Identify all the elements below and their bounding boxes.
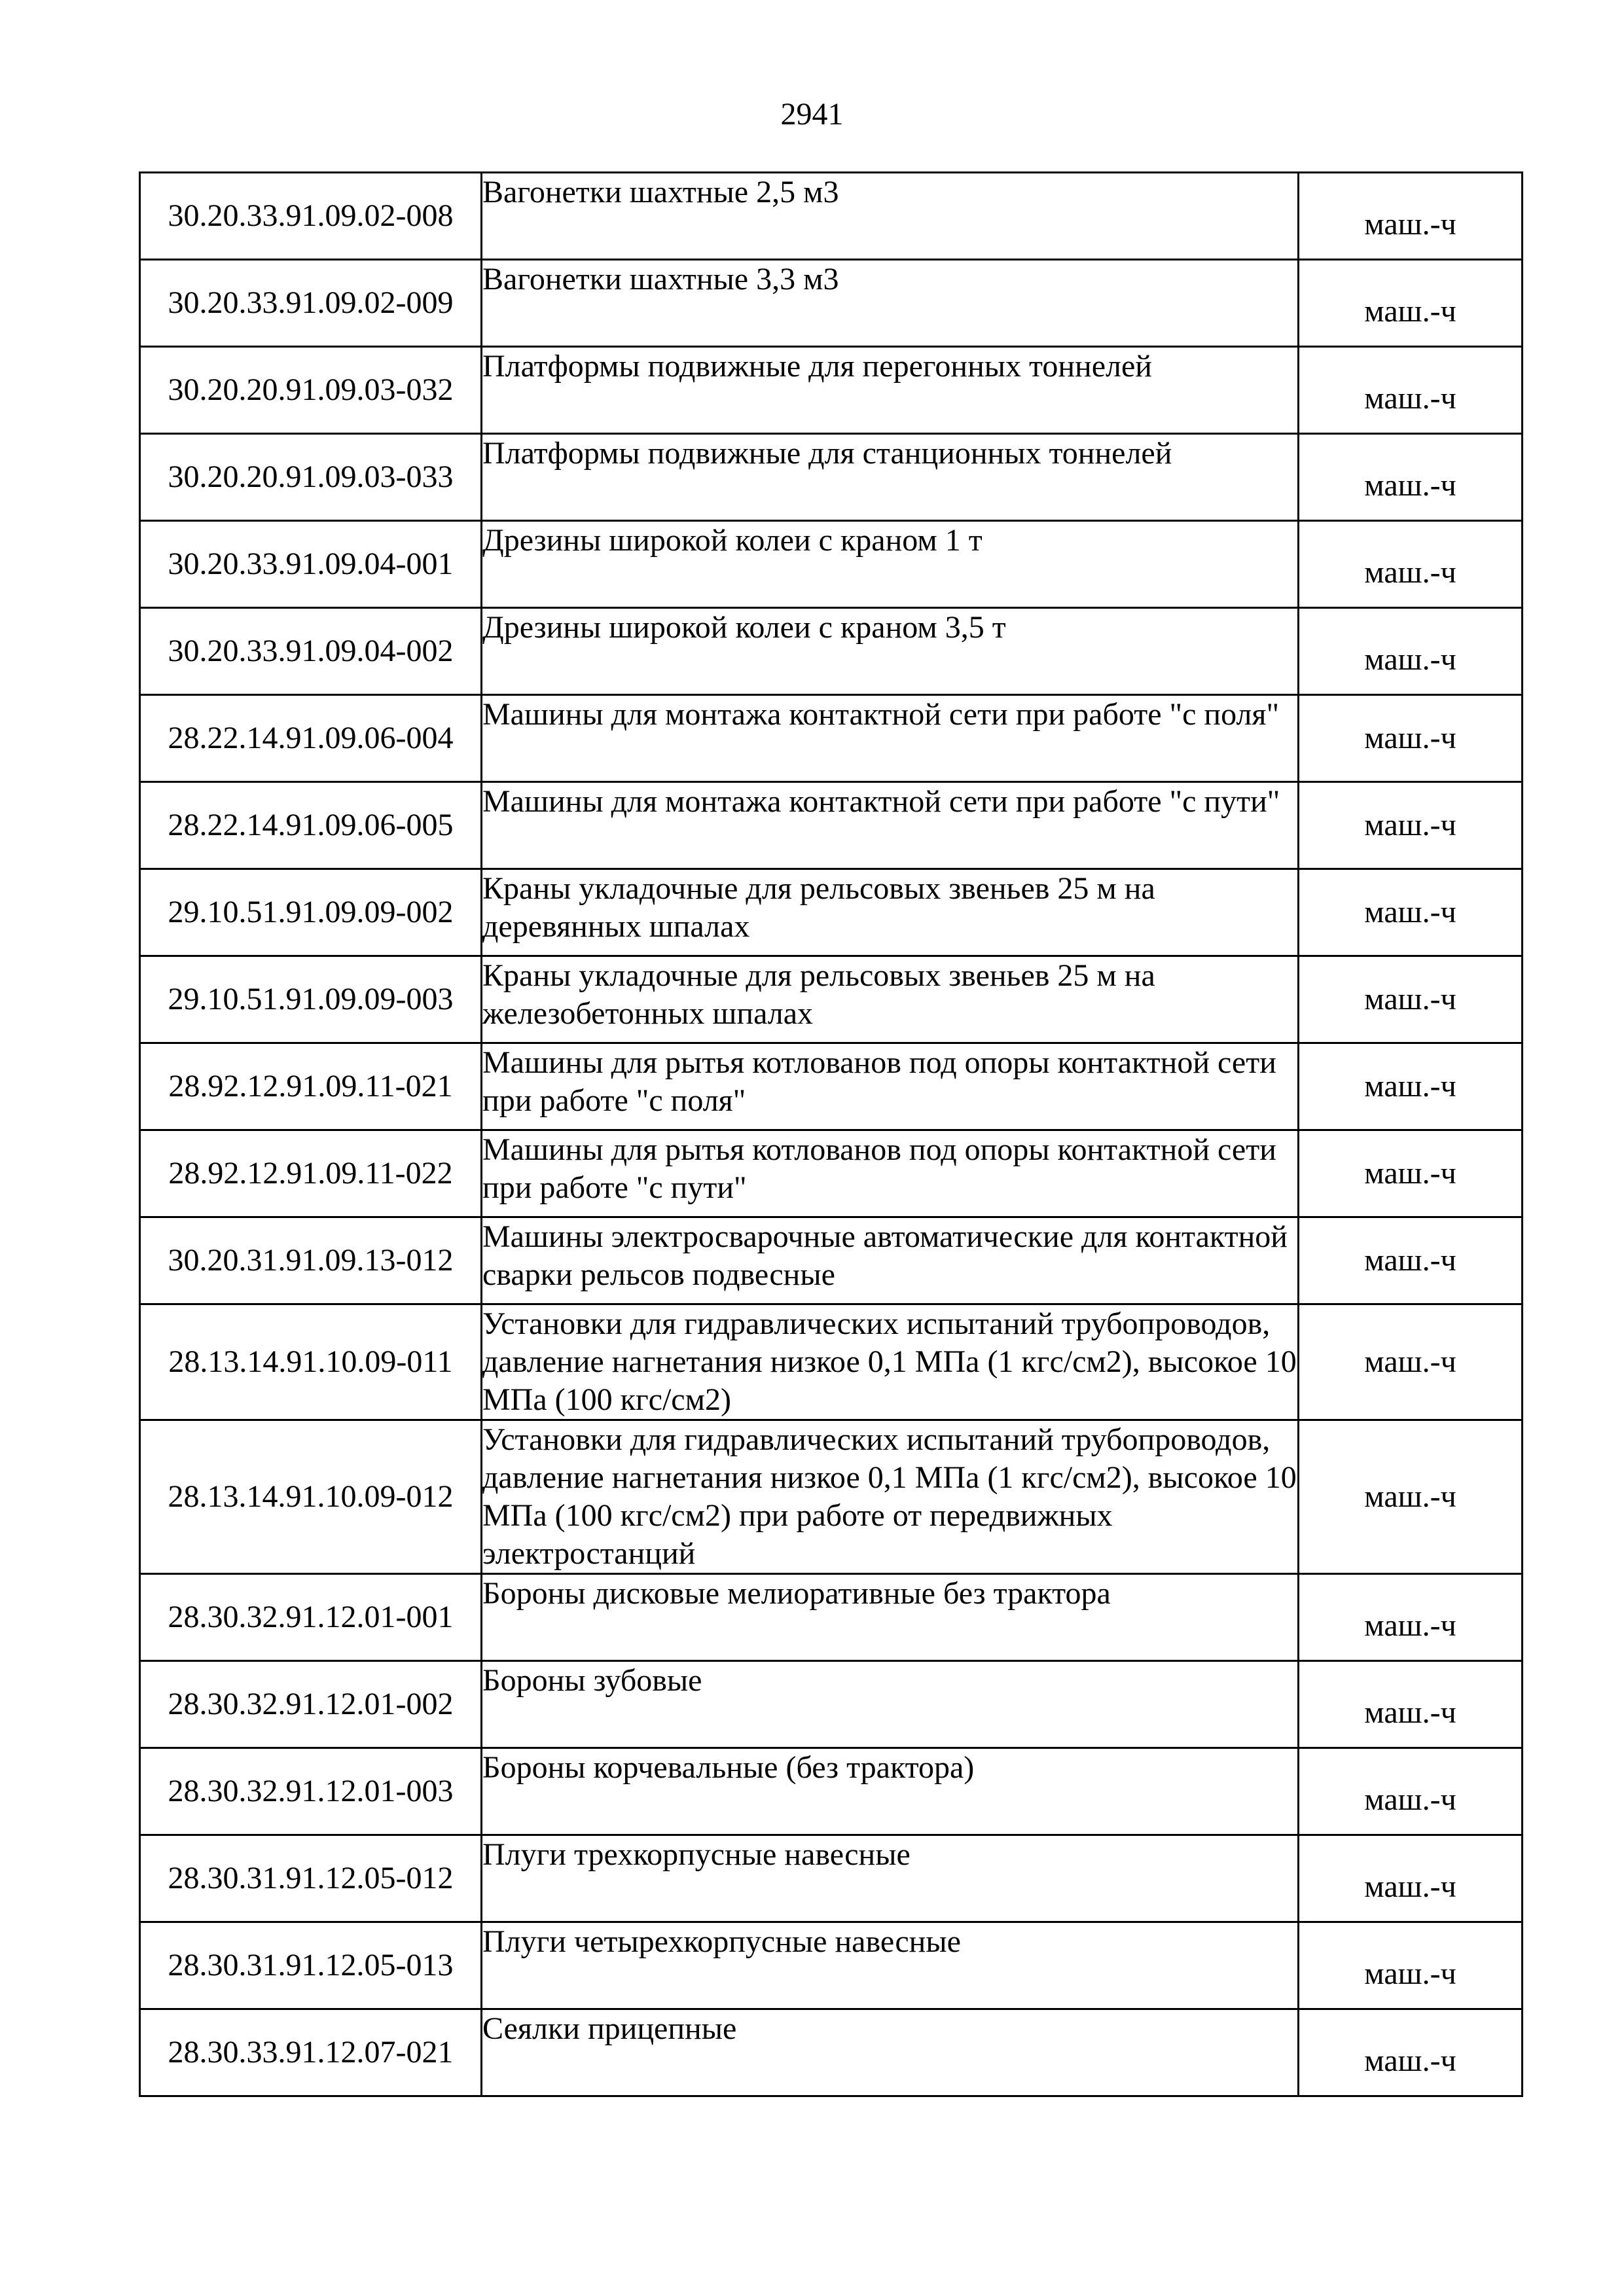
- resource-name: Краны укладочные для рельсовых звеньев 25 м на деревянных шпалах: [482, 869, 1299, 956]
- table-row: [140, 173, 1523, 260]
- unit-of-measure: маш.-ч: [1364, 1069, 1456, 1103]
- unit-of-measure: маш.-ч: [1364, 1869, 1456, 1904]
- resource-name: Платформы подвижные для перегонных тоннелей: [482, 347, 1299, 434]
- unit-cell: [1299, 1835, 1523, 1922]
- table-row: [140, 956, 1523, 1043]
- resource-name: Машины для рытья котлованов под опоры контактной сети при работе "с поля": [482, 1043, 1299, 1130]
- table-row: [140, 434, 1523, 521]
- unit-of-measure: маш.-ч: [1364, 1695, 1456, 1730]
- unit-cell: [1299, 1420, 1523, 1574]
- unit-of-measure: маш.-ч: [1364, 207, 1456, 242]
- unit-cell: [1299, 1217, 1523, 1304]
- unit-of-measure: маш.-ч: [1364, 381, 1456, 416]
- table-row: [140, 1661, 1523, 1748]
- resource-code: 30.20.20.91.09.03-033: [140, 434, 482, 521]
- unit-cell: [1299, 1574, 1523, 1661]
- unit-of-measure: маш.-ч: [1364, 1344, 1456, 1379]
- resource-name: Плуги трехкорпусные навесные: [482, 1835, 1299, 1922]
- resource-code: 28.13.14.91.10.09-011: [140, 1304, 482, 1420]
- table-row: [140, 608, 1523, 695]
- resource-code: 30.20.33.91.09.02-009: [140, 260, 482, 347]
- unit-cell: [1299, 782, 1523, 869]
- table-row: [140, 347, 1523, 434]
- page-number: 2941: [780, 97, 844, 132]
- unit-of-measure: маш.-ч: [1364, 2043, 1456, 2078]
- unit-of-measure: маш.-ч: [1364, 555, 1456, 590]
- resource-code: 29.10.51.91.09.09-002: [140, 869, 482, 956]
- unit-cell: [1299, 1661, 1523, 1748]
- unit-cell: [1299, 956, 1523, 1043]
- unit-of-measure: маш.-ч: [1364, 982, 1456, 1016]
- resource-name: Бороны корчевальные (без трактора): [482, 1748, 1299, 1835]
- unit-of-measure: маш.-ч: [1364, 808, 1456, 842]
- resource-name: Дрезины широкой колеи с краном 1 т: [482, 521, 1299, 608]
- resource-code: 28.30.33.91.12.07-021: [140, 2009, 482, 2096]
- resource-name: Установки для гидравлических испытаний трубопроводов, давление нагнетания низкое 0,1 МПа (1 кгс/см2), высокое 10 МПа (100 кгс/см2): [482, 1304, 1299, 1420]
- table-row: [140, 1748, 1523, 1835]
- resource-name: Бороны зубовые: [482, 1661, 1299, 1748]
- resource-name: Бороны дисковые мелиоративные без трактора: [482, 1574, 1299, 1661]
- table-row: [140, 1304, 1523, 1420]
- unit-cell: [1299, 521, 1523, 608]
- table-row: [140, 782, 1523, 869]
- unit-cell: [1299, 869, 1523, 956]
- unit-of-measure: маш.-ч: [1364, 294, 1456, 329]
- resource-code: 28.30.32.91.12.01-001: [140, 1574, 482, 1661]
- resource-code: 28.30.31.91.12.05-012: [140, 1835, 482, 1922]
- unit-cell: [1299, 2009, 1523, 2096]
- resource-name: Сеялки прицепные: [482, 2009, 1299, 2096]
- table-row: [140, 1835, 1523, 1922]
- unit-cell: [1299, 1748, 1523, 1835]
- resource-name: Дрезины широкой колеи с краном 3,5 т: [482, 608, 1299, 695]
- resource-code: 30.20.33.91.09.04-002: [140, 608, 482, 695]
- table-row: [140, 1130, 1523, 1217]
- table-row: [140, 521, 1523, 608]
- resource-name: Машины для монтажа контактной сети при работе "с поля": [482, 695, 1299, 782]
- unit-cell: [1299, 173, 1523, 260]
- resource-code: 28.13.14.91.10.09-012: [140, 1420, 482, 1574]
- table-row: [140, 1420, 1523, 1574]
- unit-of-measure: маш.-ч: [1364, 642, 1456, 677]
- machinery-table: [139, 171, 1523, 2097]
- unit-cell: [1299, 1304, 1523, 1420]
- unit-cell: [1299, 1922, 1523, 2009]
- resource-code: 29.10.51.91.09.09-003: [140, 956, 482, 1043]
- unit-cell: [1299, 1130, 1523, 1217]
- resource-name: Машины электросварочные автоматические для контактной сварки рельсов подвесные: [482, 1217, 1299, 1304]
- table-row: [140, 1922, 1523, 2009]
- resource-code: 28.30.32.91.12.01-002: [140, 1661, 482, 1748]
- unit-of-measure: маш.-ч: [1364, 1156, 1456, 1191]
- resource-code: 30.20.31.91.09.13-012: [140, 1217, 482, 1304]
- table-row: [140, 869, 1523, 956]
- unit-of-measure: маш.-ч: [1364, 895, 1456, 929]
- table-row: [140, 695, 1523, 782]
- unit-cell: [1299, 434, 1523, 521]
- unit-of-measure: маш.-ч: [1364, 1479, 1456, 1514]
- unit-of-measure: маш.-ч: [1364, 1956, 1456, 1991]
- unit-of-measure: маш.-ч: [1364, 1608, 1456, 1643]
- resource-code: 30.20.33.91.09.04-001: [140, 521, 482, 608]
- table-row: [140, 260, 1523, 347]
- resource-name: Вагонетки шахтные 2,5 м3: [482, 173, 1299, 260]
- resource-code: 30.20.20.91.09.03-032: [140, 347, 482, 434]
- table-row: [140, 2009, 1523, 2096]
- resource-code: 28.22.14.91.09.06-005: [140, 782, 482, 869]
- resource-code: 28.30.31.91.12.05-013: [140, 1922, 482, 2009]
- resource-name: Вагонетки шахтные 3,3 м3: [482, 260, 1299, 347]
- resource-name: Плуги четырехкорпусные навесные: [482, 1922, 1299, 2009]
- resource-code: 28.22.14.91.09.06-004: [140, 695, 482, 782]
- resource-code: 28.92.12.91.09.11-022: [140, 1130, 482, 1217]
- unit-of-measure: маш.-ч: [1364, 721, 1456, 755]
- resource-code: 28.30.32.91.12.01-003: [140, 1748, 482, 1835]
- table-row: [140, 1574, 1523, 1661]
- resource-name: Краны укладочные для рельсовых звеньев 25 м на железобетонных шпалах: [482, 956, 1299, 1043]
- unit-cell: [1299, 1043, 1523, 1130]
- unit-cell: [1299, 608, 1523, 695]
- unit-cell: [1299, 695, 1523, 782]
- resource-code: 28.92.12.91.09.11-021: [140, 1043, 482, 1130]
- resource-name: Платформы подвижные для станционных тоннелей: [482, 434, 1299, 521]
- unit-cell: [1299, 347, 1523, 434]
- unit-of-measure: маш.-ч: [1364, 1243, 1456, 1278]
- resource-name: Машины для рытья котлованов под опоры контактной сети при работе "с пути": [482, 1130, 1299, 1217]
- resource-name: Установки для гидравлических испытаний трубопроводов, давление нагнетания низкое 0,1 МПа (1 кгс/см2), высокое 10 МПа (100 кгс/см2) при работе от передвижных электростанций: [482, 1420, 1299, 1574]
- unit-of-measure: маш.-ч: [1364, 1782, 1456, 1817]
- table-row: [140, 1217, 1523, 1304]
- unit-of-measure: маш.-ч: [1364, 468, 1456, 503]
- resource-name: Машины для монтажа контактной сети при работе "с пути": [482, 782, 1299, 869]
- resource-code: 30.20.33.91.09.02-008: [140, 173, 482, 260]
- table-row: [140, 1043, 1523, 1130]
- unit-cell: [1299, 260, 1523, 347]
